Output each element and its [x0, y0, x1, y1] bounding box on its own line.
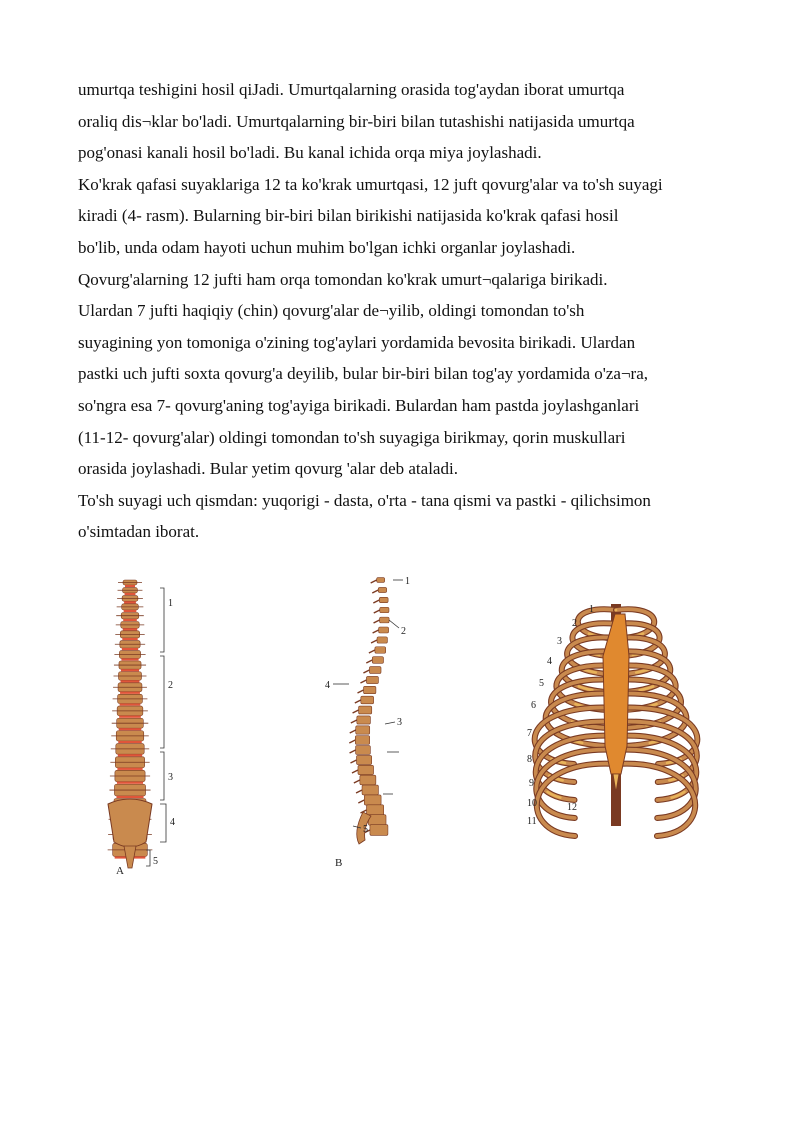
label-2: 2 [572, 618, 577, 629]
spine-front-figure [90, 572, 200, 877]
label-3: 3 [397, 717, 402, 728]
body-text [78, 74, 738, 548]
disc [116, 796, 143, 798]
spine-front-illustration [90, 572, 200, 877]
text-line: so'ngra esa 7- qovurg'aning tog'ayiga birikadi. Bulardan ham pastda joylashganlari [78, 395, 640, 415]
disc [120, 704, 141, 706]
disc [123, 619, 137, 621]
label-2: 2 [168, 680, 173, 691]
text-line: o'simtadan iborat. [78, 522, 200, 542]
label-8: 8 [527, 754, 532, 765]
vertebra [366, 805, 383, 815]
disc [124, 601, 136, 603]
vertebra [375, 647, 386, 653]
disc [121, 669, 139, 671]
label-3: 3 [168, 772, 173, 783]
label-6: 6 [531, 700, 536, 711]
vertebra [356, 755, 371, 764]
vertebra [355, 736, 369, 745]
vertebra [377, 637, 387, 643]
label-4: 4 [325, 680, 330, 691]
bracket-thoracic [160, 656, 164, 748]
disc [124, 610, 137, 612]
text-line: orasida joylashadi. Bular yetim qovurg 'alar deb ataladi. [78, 459, 458, 479]
rib-cage-illustration [515, 596, 715, 846]
vertebra [380, 607, 389, 613]
disc [118, 754, 142, 756]
vertebra [379, 627, 389, 633]
figures-row [78, 568, 738, 888]
disc [125, 593, 136, 595]
disc [117, 768, 142, 770]
vertebra [360, 775, 376, 785]
disc [121, 658, 138, 660]
vertebrae-column-lateral [349, 578, 389, 844]
disc [123, 628, 138, 630]
rib-cage-figure [515, 596, 715, 846]
vertebra [356, 726, 370, 734]
text-line: Qovurg'alarning 12 jufti ham orqa tomondan ko'krak umurt¬qalariga birikadi. [78, 269, 608, 289]
text-line: oraliq dis¬klar bo'ladi. Umurtqalarning bir-biri bilan tutashishi natijasida umurtqa [78, 111, 635, 131]
vertebra [380, 617, 390, 623]
vertebra [359, 706, 372, 714]
text-line: kiradi (4- rasm). Bularning bir-biri bilan birikishi natijasida ko'krak qafasi hosil [78, 206, 619, 226]
text-line: suyagining yon tomoniga o'zining tog'aylari yordamida bevosita birikadi. Ulardan [78, 332, 636, 352]
disc [121, 680, 140, 682]
spine-side-figure [323, 572, 433, 877]
bracket-lumbar [160, 752, 164, 800]
label-5: 5 [539, 678, 544, 689]
label-5: 5 [363, 824, 368, 835]
vertebra [372, 657, 383, 664]
figure-letter: A [116, 865, 124, 877]
text-line: Ulardan 7 jufti haqiqiy (chin) qovurg'alar de¬yilib, oldingi tomondan to'sh [78, 301, 585, 321]
text-line: pog'onasi kanali hosil bo'ladi. Bu kanal ichida orqa miya joylashadi. [78, 143, 542, 163]
text-line: To'sh suyagi uch qismdan: yuqorigi - dasta, o'rta - tana qismi va pastki - qilichsimon [78, 490, 651, 510]
vertebra [366, 676, 378, 683]
vertebra [364, 686, 376, 693]
label-4: 4 [170, 817, 175, 828]
spine-side-illustration [323, 572, 433, 877]
label-2: 2 [401, 626, 406, 637]
vertebra [377, 578, 385, 583]
figure-letter: B [335, 857, 343, 869]
label-3: 3 [557, 636, 562, 647]
vertebra [379, 597, 388, 602]
text-line: bo'lib, unda odam hayoti uchun muhim bo'lgan ichki organlar joylashadi. [78, 237, 576, 257]
vertebra [362, 785, 378, 795]
vertebrae-column [108, 580, 153, 868]
vertebra [356, 746, 371, 755]
label-5: 5 [153, 856, 158, 867]
label-1: 1 [405, 576, 410, 587]
vertebra [370, 825, 388, 836]
vertebra [361, 696, 374, 704]
disc [122, 638, 137, 640]
vertebra [357, 716, 371, 724]
coccyx [124, 846, 136, 868]
label-4: 4 [547, 656, 552, 667]
vertebra [358, 765, 374, 774]
disc [119, 716, 141, 718]
disc [117, 782, 143, 784]
label-7: 7 [527, 728, 532, 739]
label-9: 9 [529, 778, 534, 789]
disc [118, 741, 142, 743]
vertebra [369, 667, 381, 674]
label-11: 11 [527, 816, 537, 827]
bracket-cervical [160, 588, 164, 652]
label-12: 12 [567, 802, 577, 813]
text-line: (11-12- qovurg'alar) oldingi tomondan to'sh suyagiga birikmay, qorin muskullari [78, 427, 626, 447]
disc [125, 585, 135, 587]
vertebra [378, 587, 386, 592]
vertebra [364, 795, 381, 805]
label-1: 1 [168, 598, 173, 609]
text-line: pastki uch jufti soxta qovurg'a deyilib, bular bir-biri bilan tog'ay yordamida o'za¬ra, [78, 364, 649, 384]
disc [120, 692, 140, 694]
disc [122, 648, 138, 650]
label-10: 10 [527, 798, 537, 809]
bracket-sacrum [160, 804, 166, 842]
text-line: Ko'krak qafasi suyaklariga 12 ta ko'krak umurtqasi, 12 juft qovurg'alar va to'sh suyagi [78, 174, 663, 194]
sacrum [108, 799, 152, 847]
text-line: umurtqa teshigini hosil qiJadi. Umurtqalarning orasida tog'aydan iborat umurtqa [78, 80, 625, 99]
disc [119, 728, 142, 730]
label-1: 1 [589, 604, 594, 615]
